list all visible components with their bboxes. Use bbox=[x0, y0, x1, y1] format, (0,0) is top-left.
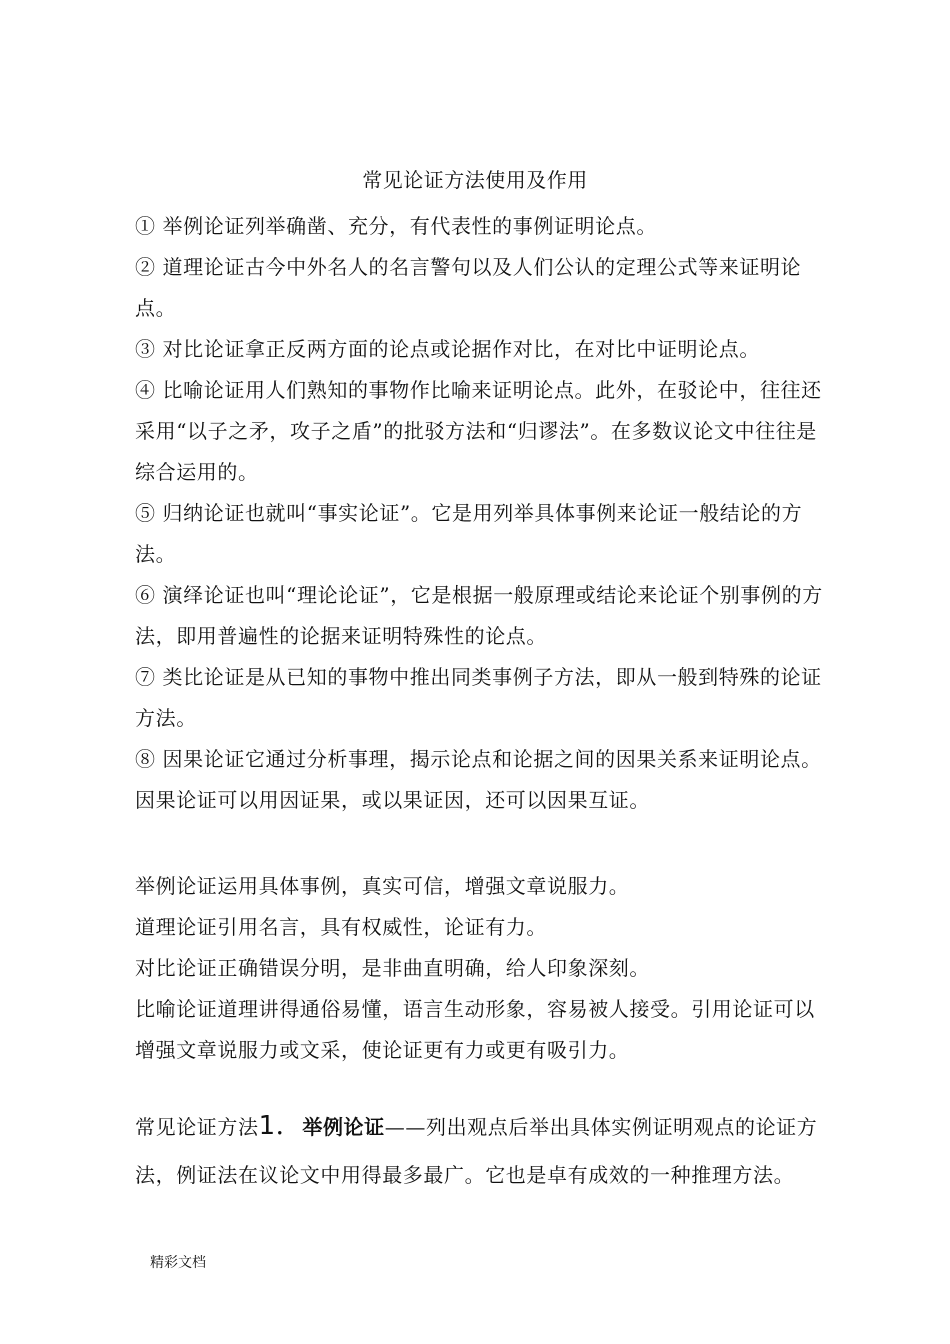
intro-lead: 常见论证方法 bbox=[135, 1115, 259, 1139]
effect-line: 道理论证引用名言，具有权威性，论证有力。 bbox=[135, 915, 547, 939]
effect-line: 举例论证运用具体事例，真实可信，增强文章说服力。 bbox=[135, 874, 630, 898]
list-item: ⑥ 演绎论证也叫“理论论证”，它是根据一般原理或结论来论证个别事例的方法，即用普遍性的论据来证明特殊性的论点。 bbox=[135, 583, 823, 648]
method-list bbox=[135, 206, 825, 821]
list-item: ④ 比喻论证用人们熟知的事物作比喻来证明论点。此外，在驳论中，往往还采用“以子之矛，攻子之盾”的批驳方法和“归谬法”。在多数议论文中往往是综合运用的。 bbox=[135, 378, 822, 484]
footer-note: 精彩文档 bbox=[150, 1255, 206, 1271]
list-item: ⑤ 归纳论证也就叫“事实论证”。它是用列举具体事例来论证一般结论的方法。 bbox=[135, 501, 803, 566]
list-item: ⑦ 类比论证是从已知的事物中推出同类事例子方法，即从一般到特殊的论证方法。 bbox=[135, 665, 822, 730]
list-item: ① 举例论证列举确凿、充分，有代表性的事例证明论点。 bbox=[135, 214, 657, 238]
example-method-intro bbox=[135, 1102, 825, 1199]
list-item: ③ 对比论证拿正反两方面的论点或论据作对比，在对比中证明论点。 bbox=[135, 337, 760, 361]
effect-line: 对比论证正确错误分明，是非曲直明确，给人印象深刻。 bbox=[135, 956, 650, 980]
list-item: ⑧ 因果论证它通过分析事理，揭示论点和论据之间的因果关系来证明论点。因果论证可以用因证果，或以果证因，还可以因果互证。 bbox=[135, 747, 822, 812]
method-term: 举例论证 bbox=[302, 1115, 385, 1139]
intro-paragraph bbox=[135, 1102, 825, 1199]
effect-line: 比喻论证道理讲得通俗易懂，语言生动形象，容易被人接受。引用论证可以增强文章说服力或文采，使论证更有力或更有吸引力。 bbox=[135, 997, 815, 1062]
page-title: 常见论证方法使用及作用 bbox=[362, 168, 588, 192]
section-number: 1． bbox=[258, 1111, 303, 1141]
effects-section bbox=[135, 866, 825, 1071]
intro-text: ——列出观点后举出具体实例证明观点的论证方法，例证法在议论文中用得最多最广。它也是卓有成效的一种推理方法。 bbox=[135, 1115, 818, 1187]
list-item: ② 道理论证古今中外名人的名言警句以及人们公认的定理公式等来证明论点。 bbox=[135, 255, 802, 320]
